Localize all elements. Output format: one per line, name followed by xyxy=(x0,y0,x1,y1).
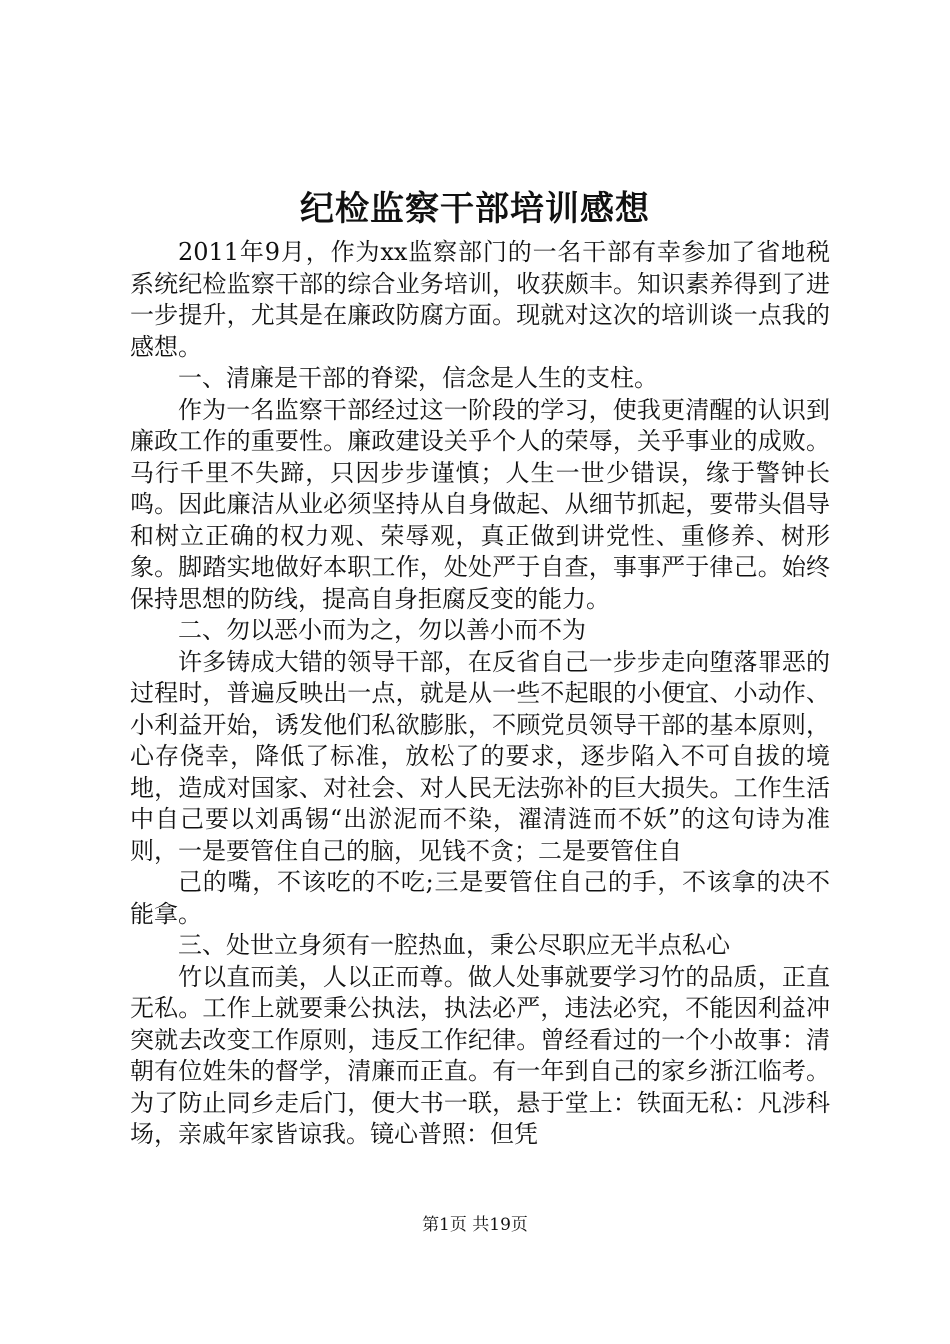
document-body xyxy=(130,237,830,1151)
section-heading: 一、清廉是干部的脊梁，信念是人生的支柱。 xyxy=(178,364,658,392)
paragraph: 竹以直而美，人以正而尊。做人处事就要学习竹的品质，正直无私。工作上就要秉公执法，执法必严，违法必究，不能因利益冲突就去改变工作原则，违反工作纪律。曾经看过的一个小故事：清朝有位姓朱的督学，清廉而正直。有一年到自己的家乡浙江临考。为了防止同乡走后门，便大书一联，悬于堂上：铁面无私：凡涉科场，亲戚年家皆谅我。镜心普照：但凭 xyxy=(130,962,830,1148)
section-heading: 二、勿以恶小而为之，勿以善小而不为 xyxy=(178,616,586,644)
paragraph: 许多铸成大错的领导干部，在反省自己一步步走向堕落罪恶的过程时，普遍反映出一点，就是从一些不起眼的小便宜、小动作、小利益开始，诱发他们私欲膨胀，不顾党员领导干部的基本原则，心存侥幸，降低了标准，放松了的要求，逐步陷入不可自拔的境地，造成对国家、对社会、对人民无法弥补的巨大损失。工作生活中自己要以刘禹锡“出淤泥而不染，濯清涟而不妖”的这句诗为准则，一是要管住自己的脑，见钱不贪；二是要管住自 xyxy=(130,647,830,865)
paragraph: 己的嘴，不该吃的不吃;三是要管住自己的手，不该拿的决不能拿。 xyxy=(130,868,830,928)
document-title: 纪检监察干部培训感想 xyxy=(300,189,650,229)
page-footer: 第1页 共19页 xyxy=(422,1215,528,1235)
paragraph: 2011年9月，作为xx监察部门的一名干部有幸参加了省地税系统纪检监察干部的综合业务培训，收获颇丰。知识素养得到了进一步提升，尤其是在廉政防腐方面。现就对这次的培训谈一点我的感想。 xyxy=(130,238,830,361)
paragraph: 作为一名监察干部经过这一阶段的学习，使我更清醒的认识到廉政工作的重要性。廉政建设关乎个人的荣辱，关乎事业的成败。马行千里不失蹄，只因步步谨慎；人生一世少错误，缘于警钟长鸣。因此廉洁从业必须坚持从自身做起、从细节抓起，要带头倡导和树立正确的权力观、荣辱观，真正做到讲党性、重修养、树形象。脚踏实地做好本职工作，处处严于自查，事事严于律己。始终保持思想的防线，提高自身拒腐反变的能力。 xyxy=(130,395,830,613)
section-heading: 三、处世立身须有一腔热血，秉公尽职应无半点私心 xyxy=(178,931,730,959)
